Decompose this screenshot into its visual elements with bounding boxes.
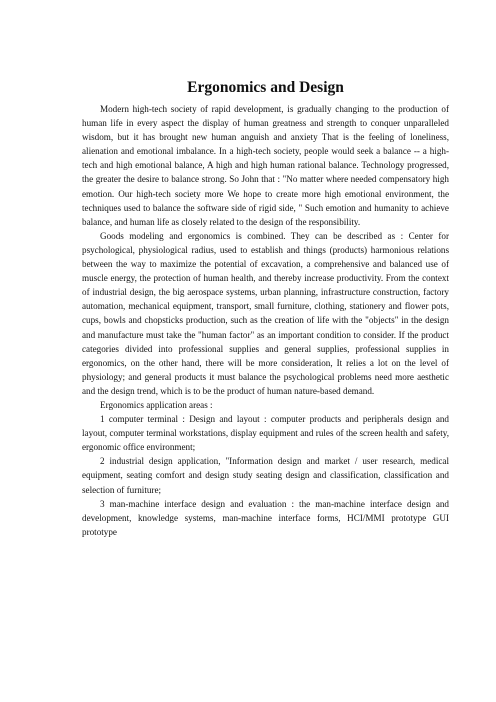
paragraph-industrial-design: 2 industrial design application, "Information design and market / user research, medical equipment, seating comfort and design study seating design and classification, classification and selection of furniture; [82, 456, 449, 495]
paragraph-intro: Modern high-tech society of rapid development, is gradually changing to the production of human life in every aspect the display of human greatness and strength to conquer unparalleled wisdom, but it has brought new human anguish and anxiety That is the feeling of loneliness, alienation and emotional imbalance. In a high-tech society, people would seek a balance -- a high-tech and high emotional balance, A high and high human rational balance. Technology progressed, the greater the desire to balance strong. So John that : "No matter where needed compensatory high emotion. Our high-tech society more We hope to create more high emotional environment, the techniques used to balance the software side of rigid side, " Such emotion and humanity to achieve balance, and human life as closely related to the design of the responsibility. [82, 104, 449, 227]
paragraph-goods-modeling: Goods modeling and ergonomics is combined. They can be described as : Center for psychological, physiological radius, used to establish and things (products) harmonious relations between the way to maximize the potential of excavation, a comprehensive and balanced use of muscle energy, the protection of human health, and thereby increase productivity. From the context of industrial design, the big aerospace systems, urban planning, infrastructure construction, factory automation, mechanical equipment, transport, small furniture, clothing, stationery and flower pots, cups, bowls and chopsticks production, such as the creation of life with the "objects" in the design and manufacture must take the "human factor" as an important condition to consider. If the product categories divided into professional supplies and general supplies, professional supplies in ergonomics, on the other hand, there will be more consideration, It relies a lot on the level of physiology; and general products it must balance the psychological problems need more aesthetic and the design trend, which is to be the product of human nature-based demand. [82, 230, 449, 396]
document-page [82, 78, 449, 539]
paragraph-man-machine-interface: 3 man-machine interface design and evaluation : the man-machine interface design and development, knowledge systems, man-machine interface forms, HCI/MMI prototype GUI prototype [82, 498, 449, 537]
paragraph-application-areas-heading: Ergonomics application areas : [100, 399, 213, 410]
document-title: Ergonomics and Design [187, 79, 344, 96]
paragraph-computer-terminal: 1 computer terminal : Design and layout : computer products and peripherals design and layout, computer terminal workstations, display equipment and rules of the screen health and safety, ergonomic office environment; [82, 414, 449, 453]
